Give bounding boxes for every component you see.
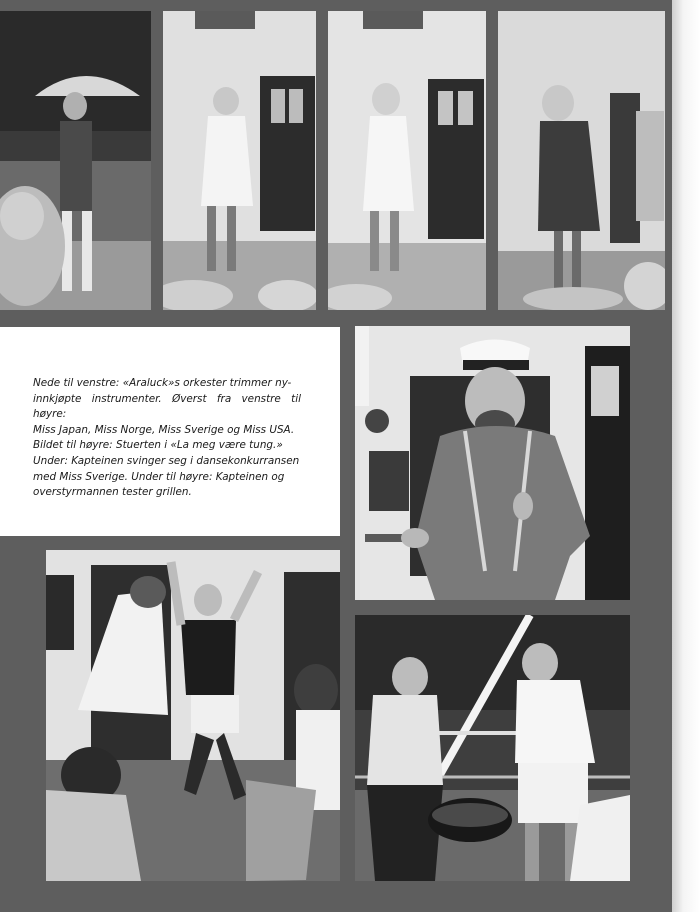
dance-contest-photo bbox=[46, 550, 340, 881]
miss-norge-photo bbox=[163, 11, 316, 310]
caption-line: Miss Japan, Miss Norge, Miss Sverige og Miss USA. bbox=[33, 423, 295, 436]
page-bottom-margin bbox=[0, 912, 700, 923]
caption-line: med Miss Sverige. Under til høyre: Kapteinen og bbox=[33, 470, 285, 483]
caption-line: Nede til venstre: «Araluck»s orkester trimmer ny- bbox=[33, 377, 292, 389]
miss-usa-photo bbox=[498, 11, 665, 310]
stuerten-photo bbox=[355, 326, 630, 600]
caption-line: Under: Kapteinen svinger seg i dansekonkurransen bbox=[33, 454, 300, 467]
grill-test-photo bbox=[355, 615, 630, 881]
miss-sverige-photo bbox=[328, 11, 486, 310]
miss-japan-photo bbox=[0, 11, 151, 310]
caption-box bbox=[0, 327, 340, 536]
caption-line: overstyrmannen tester grillen. bbox=[33, 486, 192, 499]
caption-text bbox=[33, 376, 301, 501]
caption-line: Bildet til høyre: Stuerten i «La meg være tung.» bbox=[33, 439, 283, 452]
page-edge bbox=[672, 0, 700, 923]
caption-line: innkjøpte instrumenter. Øverst fra venstre til høyre: bbox=[33, 392, 301, 421]
